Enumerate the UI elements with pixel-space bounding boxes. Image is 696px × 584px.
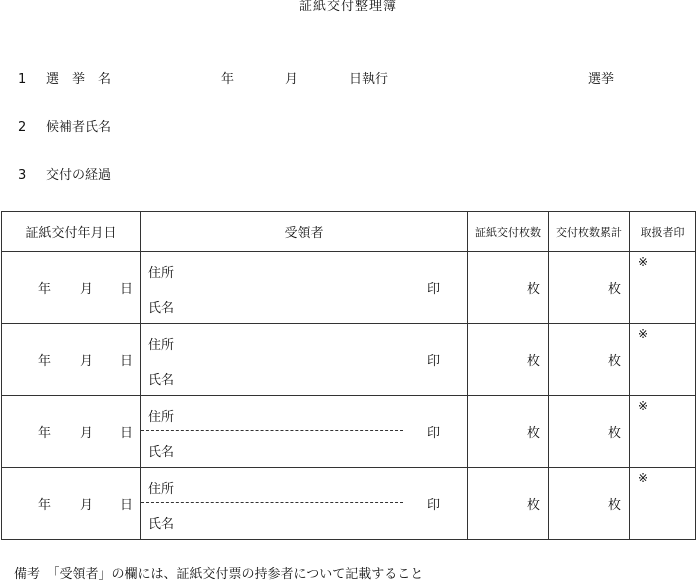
- month-label: 月: [80, 498, 94, 513]
- cumulative-count-cell: [549, 396, 630, 468]
- page-title: 証紙交付整理簿: [298, 0, 397, 14]
- issue-count-cell: [468, 252, 549, 324]
- year-label: 年: [38, 354, 52, 369]
- issue-count-cell: [468, 396, 549, 468]
- election-month-label: 月: [285, 72, 299, 87]
- handler-seal-cell: [630, 252, 696, 324]
- day-label: 日: [120, 354, 134, 369]
- recipient-cell: [141, 468, 468, 540]
- reference-mark: ※: [638, 255, 649, 269]
- seal-label: 印: [427, 354, 441, 369]
- item-number-3: 3: [18, 168, 27, 183]
- date-cell: [2, 468, 141, 540]
- issue-count-cell: [468, 324, 549, 396]
- history-label: 交付の経過: [46, 168, 112, 183]
- address-label: 住所: [148, 410, 175, 425]
- remarks-note: 備考 「受領者」の欄には、証紙交付票の持参者について記載すること: [14, 567, 424, 582]
- name-label: 氏名: [148, 301, 175, 316]
- handler-seal-cell: [630, 468, 696, 540]
- reference-mark: ※: [638, 399, 649, 413]
- name-label: 氏名: [148, 445, 175, 460]
- table-row: [2, 324, 696, 396]
- dashed-divider: [141, 430, 403, 431]
- day-label: 日: [120, 498, 134, 513]
- table-header-row: [2, 212, 696, 252]
- month-label: 月: [80, 354, 94, 369]
- name-label: 氏名: [148, 517, 175, 532]
- candidate-name-label: 候補者氏名: [46, 120, 112, 135]
- count-unit: 枚: [526, 354, 540, 369]
- item-number-1: 1: [18, 72, 27, 87]
- election-year-label: 年: [221, 72, 235, 87]
- seal-label: 印: [427, 282, 441, 297]
- table-row: [2, 468, 696, 540]
- handler-seal-cell: [630, 324, 696, 396]
- seal-label: 印: [427, 426, 441, 441]
- header-cumulative-count: 交付枚数累計: [549, 212, 630, 252]
- name-label: 氏名: [148, 373, 175, 388]
- address-label: 住所: [148, 482, 175, 497]
- issue-count-cell: [468, 468, 549, 540]
- seal-label: 印: [427, 498, 441, 513]
- ledger-table: [1, 211, 696, 540]
- recipient-cell: [141, 324, 468, 396]
- election-suffix-label: 選挙: [588, 72, 615, 87]
- recipient-cell: [141, 396, 468, 468]
- count-unit: 枚: [526, 282, 540, 297]
- table-row: [2, 396, 696, 468]
- election-day-exec-label: 日執行: [349, 72, 389, 87]
- cumulative-unit: 枚: [607, 498, 621, 513]
- cumulative-count-cell: [549, 252, 630, 324]
- item-number-2: 2: [18, 120, 27, 135]
- year-label: 年: [38, 498, 52, 513]
- header-issue-count: 証紙交付枚数: [468, 212, 549, 252]
- header-recipient: 受領者: [141, 212, 468, 252]
- month-label: 月: [80, 426, 94, 441]
- day-label: 日: [120, 282, 134, 297]
- date-cell: [2, 324, 141, 396]
- day-label: 日: [120, 426, 134, 441]
- recipient-cell: [141, 252, 468, 324]
- election-name-label: 選 挙 名: [46, 72, 112, 87]
- address-label: 住所: [148, 338, 175, 353]
- year-label: 年: [38, 282, 52, 297]
- month-label: 月: [80, 282, 94, 297]
- reference-mark: ※: [638, 471, 649, 485]
- year-label: 年: [38, 426, 52, 441]
- address-label: 住所: [148, 266, 175, 281]
- reference-mark: ※: [638, 327, 649, 341]
- cumulative-unit: 枚: [607, 354, 621, 369]
- date-cell: [2, 396, 141, 468]
- table-row: [2, 252, 696, 324]
- header-issue-date: 証紙交付年月日: [2, 212, 141, 252]
- cumulative-unit: 枚: [607, 282, 621, 297]
- date-cell: [2, 252, 141, 324]
- cumulative-count-cell: [549, 468, 630, 540]
- dashed-divider: [141, 502, 403, 503]
- cumulative-unit: 枚: [607, 426, 621, 441]
- header-handler-seal: 取扱者印: [630, 212, 696, 252]
- handler-seal-cell: [630, 396, 696, 468]
- count-unit: 枚: [526, 498, 540, 513]
- cumulative-count-cell: [549, 324, 630, 396]
- count-unit: 枚: [526, 426, 540, 441]
